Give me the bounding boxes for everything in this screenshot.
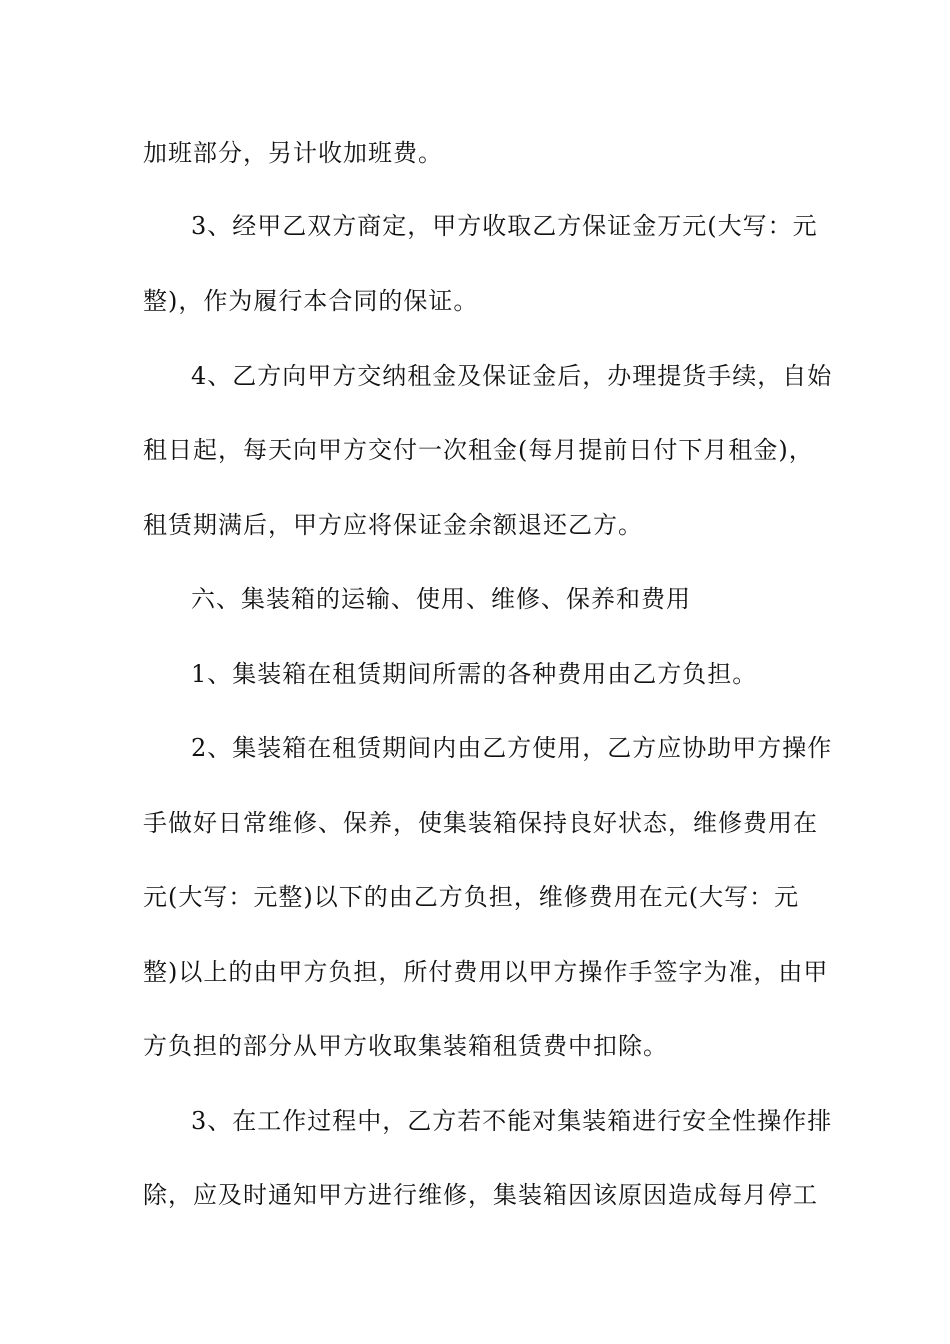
paragraph-line: 3、经甲乙双方商定，甲方收取乙方保证金万元(大写：元: [191, 212, 818, 240]
paragraph-line: 1、集装箱在租赁期间所需的各种费用由乙方负担。: [191, 660, 758, 688]
paragraph-line: 元(大写：元整)以下的由乙方负担，维修费用在元(大写：元: [143, 883, 800, 911]
paragraph-line: 3、在工作过程中，乙方若不能对集装箱进行安全性操作排: [191, 1107, 833, 1135]
paragraph-line: 整)，作为履行本合同的保证。: [143, 287, 479, 315]
paragraph-line: 租赁期满后，甲方应将保证金余额退还乙方。: [143, 511, 643, 539]
paragraph-line: 租日起，每天向甲方交付一次租金(每月提前日付下月租金)，: [143, 436, 814, 464]
paragraph-line: 整)以上的由甲方负担，所付费用以甲方操作手签字为准，由甲: [143, 958, 829, 986]
paragraph-line: 2、集装箱在租赁期间内由乙方使用，乙方应协助甲方操作: [191, 734, 833, 762]
paragraph-line: 加班部分，另计收加班费。: [143, 139, 443, 167]
section-heading: 六、集装箱的运输、使用、维修、保养和费用: [191, 585, 691, 613]
paragraph-line: 除，应及时通知甲方进行维修，集装箱因该原因造成每月停工: [143, 1181, 818, 1209]
paragraph-line: 方负担的部分从甲方收取集装箱租赁费中扣除。: [143, 1032, 668, 1060]
paragraph-line: 手做好日常维修、保养，使集装箱保持良好状态，维修费用在: [143, 809, 818, 837]
paragraph-line: 4、乙方向甲方交纳租金及保证金后，办理提货手续，自始: [191, 362, 833, 390]
